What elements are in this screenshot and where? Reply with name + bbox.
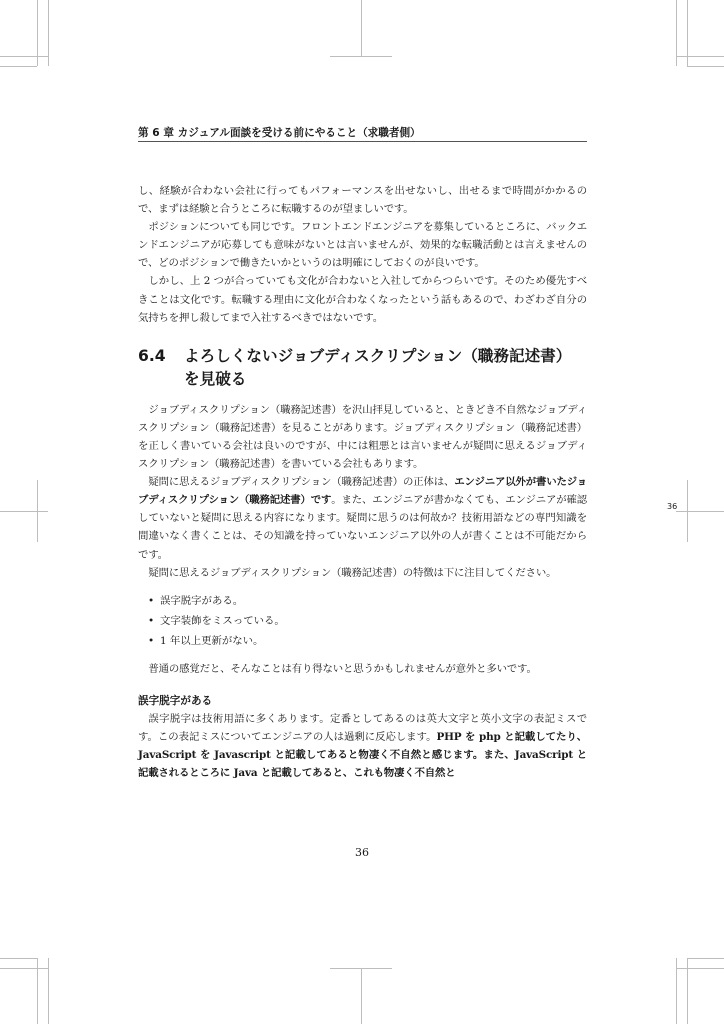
text-run: 誤字脱字は技術用語に多くあります。定番としてあるのは英大文字と英小文字の表記ミスです。この表記ミスについてエンジニアの人は過剰に反応します。 (138, 712, 587, 743)
list-item-text: 文字装飾をミスっている。 (160, 614, 285, 627)
text-run: 疑問に思えるジョブディスクリプション（職務記述書）の正体は、 (148, 476, 455, 489)
crop-mark (330, 56, 392, 57)
crop-mark (0, 958, 37, 959)
paragraph: ジョブディスクリプション（職務記述書）を沢山拝見していると、ときどき不自然なジョブディスクリプション（職務記述書）を見ることがあります。ジョブディスクリプション（職務記述書）を正しく書いている会社は良いのですが、中には粗悪とは言いませんが疑問に思えるジョブディスクリプション（職務記述書）を書いている会社もあります。 (138, 403, 587, 471)
crop-mark (48, 958, 49, 1024)
crop-mark (330, 968, 392, 969)
crop-mark (0, 56, 48, 57)
crop-mark (0, 511, 48, 512)
crop-mark (676, 511, 724, 512)
edge-page-number: 36 (667, 502, 678, 511)
crop-mark (676, 56, 724, 57)
subheading: 誤字脱字がある (138, 694, 213, 707)
paragraph: ポジションについても同じです。フロントエンドエンジニアを募集しているところに、バックエンドエンジニアが応募しても意味がないとは言いませんが、効果的な転職活動とは言えませんので、どのポジションで働きたいかというのは明確にしておくのが良いです。 (138, 221, 587, 270)
crop-mark (48, 0, 49, 66)
section-title-line-2: を見破る (184, 369, 247, 388)
paragraph-with-emphasis (138, 710, 587, 782)
crop-mark (361, 968, 362, 1024)
text-run: 。また、エンジニアが書かなくても、エンジニアが確認していないと疑問に思える内容になります。疑問に思うのは何故か？技術用語などの専門知識を間違いなく書くことは、その知識を持っていないエンジニア以外の人が書くことは不可能だからです。 (138, 494, 587, 561)
bullet-icon: • (148, 594, 155, 607)
paragraph: しかし、上 2 つが合っていても文化が合わないと入社してからつらいです。そのため優先すべきことは文化です。転職する理由に文化が合わなくなったという話もあるので、わざわざ自分の気持ちを押し殺してまで入社するべきではないです。 (138, 275, 587, 324)
list-item (148, 631, 587, 651)
section-heading (138, 345, 587, 391)
paragraph-with-emphasis (138, 473, 587, 563)
crop-mark (687, 66, 724, 67)
emphasis: エンジニア以外が書いたジョブディスクリプション（職務記述書）です (138, 476, 587, 507)
crop-mark (687, 958, 724, 959)
paragraph: 疑問に思えるジョブディスクリプション（職務記述書）の特徴は下に注目してください。 (148, 566, 557, 579)
bullet-list (138, 591, 587, 651)
list-item-text: 1 年以上更新がない。 (160, 634, 264, 647)
bullet-icon: • (148, 634, 155, 647)
section-title-line-1: よろしくないジョブディスクリプション（職務記述書） (184, 346, 572, 365)
paragraph: 普通の感覚だと、そんなことは有り得ないと思うかもしれませんが意外と多いです。 (148, 662, 537, 675)
crop-mark (0, 968, 48, 969)
crop-mark (0, 66, 37, 67)
crop-mark (37, 480, 38, 542)
list-item (148, 611, 587, 631)
page-content (138, 126, 587, 782)
list-item (148, 591, 587, 611)
list-item-text: 誤字脱字がある。 (160, 594, 244, 607)
section-number: 6.4 (138, 346, 166, 365)
emphasis: PHP を php と記載してたり、JavaScript を Javascript と記載してあると物凄く不自然と感じます。また、JavaScript と記載されるところに Java と記載してあると、これも物凄く不自然と (138, 730, 587, 780)
crop-mark (676, 968, 724, 969)
running-head: 第 6 章 カジュアル面談を受ける前にやること（求職者側） (138, 126, 587, 142)
bullet-icon: • (148, 614, 155, 627)
crop-mark (361, 0, 362, 56)
paragraph: し、経験が合わない会社に行ってもパフォーマンスを出せないし、出せるまで時間がかかるので、まずは経験と合うところに転職するのが望ましいです。 (138, 185, 587, 216)
crop-mark (687, 480, 688, 542)
page-number: 36 (355, 846, 369, 859)
